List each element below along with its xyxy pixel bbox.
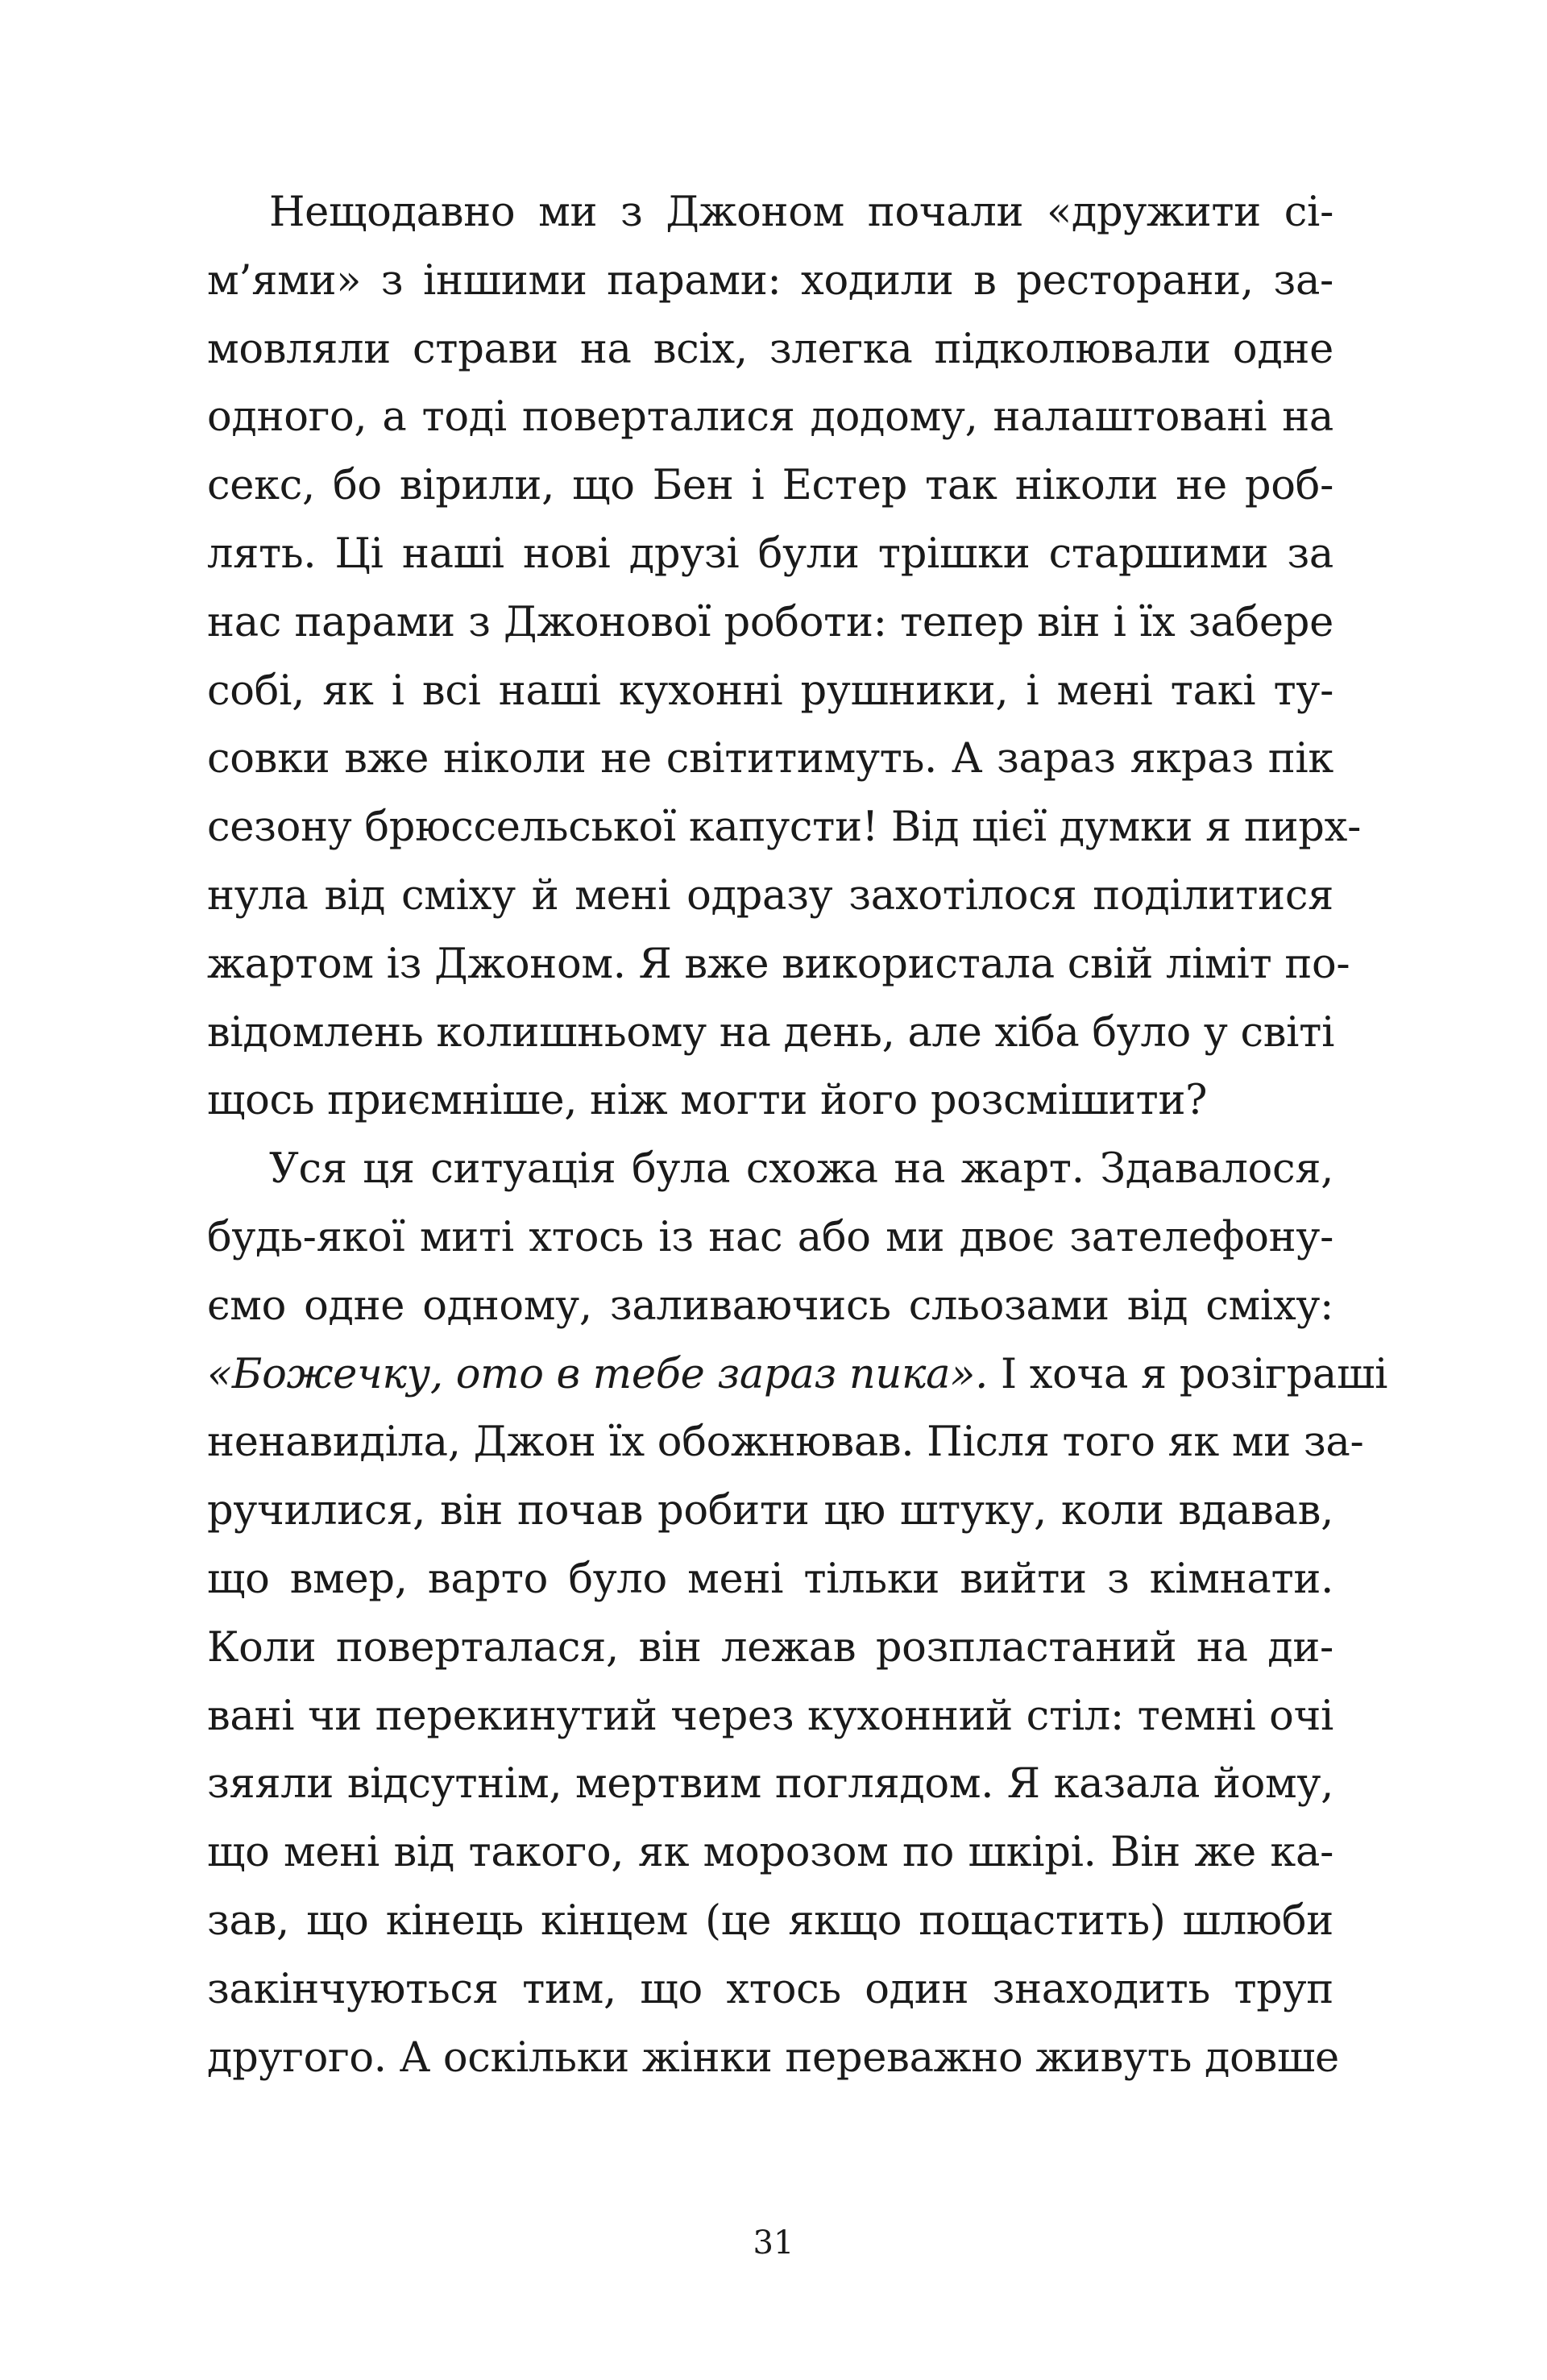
text-line: будь-якої миті хтось із нас або ми двоє зателефону-: [207, 1213, 1333, 1261]
text-line: м’ями» з іншими парами: ходили в ресторани, за-: [207, 256, 1333, 305]
text-line: собі, як і всі наші кухонні рушники, і мені такі ту-: [207, 667, 1333, 715]
text-line: одного, а тоді поверталися додому, налаштовані на: [207, 393, 1333, 442]
text-line: щось приємніше, ніж могти його розсмішити?: [207, 1077, 1208, 1125]
text-line: ненавиділа, Джон їх обожнював. Після того як ми за-: [207, 1418, 1364, 1467]
text-line: нас парами з Джонової роботи: тепер він і їх забере: [207, 598, 1333, 646]
text-line: ємо одне одному, заливаючись сльозами від сміху:: [207, 1281, 1333, 1330]
text-line: нула від сміху й мені одразу захотілося поділитися: [207, 871, 1333, 920]
text-line: закінчуються тим, що хтось один знаходить труп: [207, 1965, 1333, 2013]
text-run: І хоча я розіграші: [988, 1350, 1388, 1398]
text-line: вані чи перекинутий через кухонний стіл: темні очі: [207, 1692, 1333, 1740]
text-line: сезону брюссельської капусти! Від цієї думки я пирх-: [207, 804, 1362, 852]
text-line: ручилися, він почав робити цю штуку, коли вдавав,: [207, 1487, 1333, 1535]
text-line: совки вже ніколи не світитимуть. А зараз якраз пік: [207, 735, 1333, 783]
paragraph-1: [207, 179, 1362, 1136]
italic-quote: «Божечку, ото в тебе зараз пика».: [207, 1350, 989, 1398]
page-number: 31: [753, 2224, 794, 2262]
text-line: Уся ця ситуація була схожа на жарт. Здавалося,: [269, 1145, 1333, 1194]
text-line: жартом із Джоном. Я вже використала свій ліміт по-: [207, 940, 1350, 988]
text-line: секс, бо вірили, що Бен і Естер так ніколи не роб-: [207, 462, 1333, 510]
text-line: зяяли відсутнім, мертвим поглядом. Я казала йому,: [207, 1760, 1333, 1809]
paragraph-2: [207, 1136, 1388, 2092]
text-line: другого. А оскільки жінки переважно живуть довше: [207, 2033, 1339, 2082]
text-line: зав, що кінець кінцем (це якщо пощастить) шлюби: [207, 1896, 1333, 1945]
text-line: Нещодавно ми з Джоном почали «дружити сі-: [269, 189, 1333, 236]
text-line: Коли поверталася, він лежав розпластаний на ди-: [207, 1623, 1333, 1672]
text-line: відомлень колишньому на день, але хіба було у світі: [207, 1008, 1335, 1057]
text-line: що мені від такого, як морозом по шкірі. Він же ка-: [207, 1829, 1333, 1877]
text-line: мовляли страви на всіх, злегка підколювали одне: [207, 325, 1333, 373]
text-line-mixed: [207, 1341, 1388, 1410]
page-body: [207, 179, 1388, 2092]
text-line: лять. Ці наші нові друзі були трішки старшими за: [207, 530, 1333, 578]
text-line: що вмер, варто було мені тільки вийти з кімнати.: [207, 1555, 1333, 1603]
